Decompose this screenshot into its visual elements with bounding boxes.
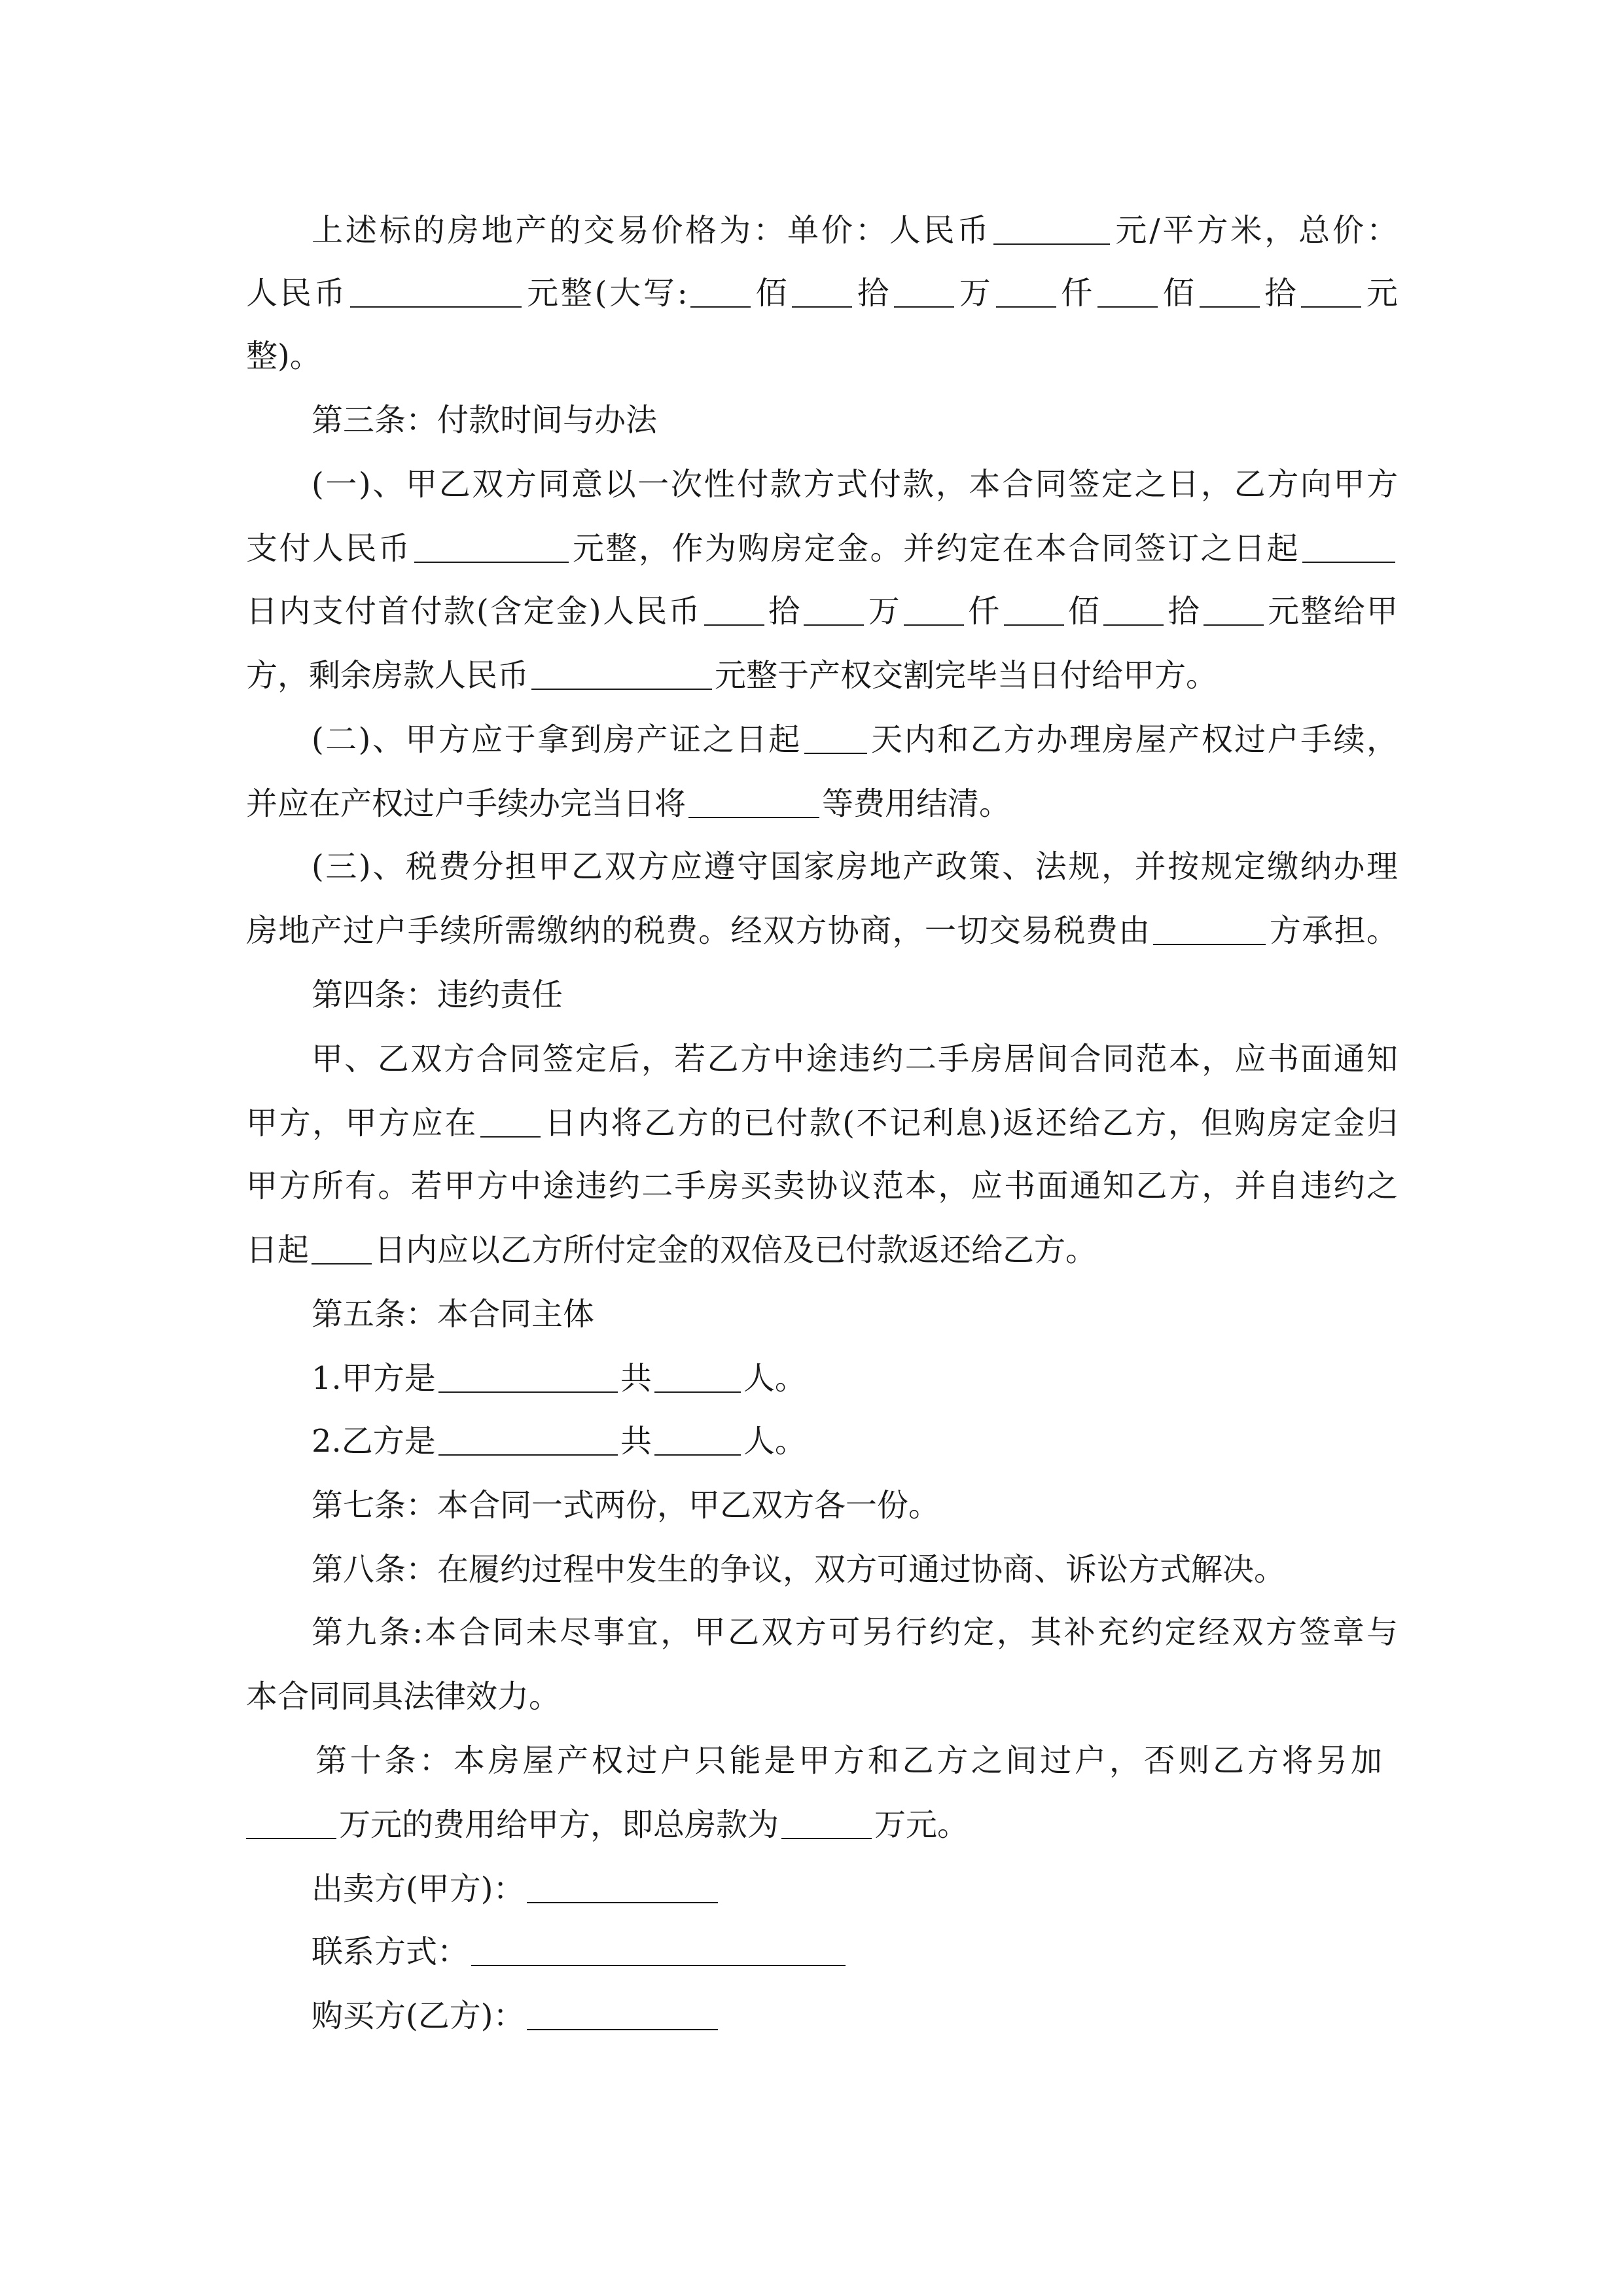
article-10-line-2: 万元的费用给甲方，即总房款为 万元。 [246, 1805, 1398, 1844]
art5-party-b: 2.乙方是 共 人。 [312, 1423, 806, 1460]
article-7: 第七条：本合同一式两份，甲乙双方各一份。 [312, 1487, 940, 1524]
contact-field[interactable] [471, 1933, 846, 1966]
blank-shi-4[interactable] [1103, 593, 1164, 626]
blank-total-amount[interactable] [781, 1806, 872, 1839]
blank-penalty-days[interactable] [312, 1232, 372, 1265]
blank-bai-1[interactable] [690, 275, 751, 308]
article-4-title: 第四条：违约责任 [312, 977, 563, 1013]
blank-qian[interactable] [996, 275, 1056, 308]
blank-shi-2[interactable] [1200, 275, 1260, 308]
article-8: 第八条：在履约过程中发生的争议，双方可通过协商、诉讼方式解决。 [312, 1551, 1286, 1588]
art5-party-a: 1.甲方是 共 人。 [312, 1360, 806, 1397]
blank-days-1[interactable] [1302, 530, 1395, 563]
art3-3-line-2: 房地产过户手续所需缴纳的税费。经双方协商，一切交易税费由 方承担。 [246, 912, 1398, 949]
blank-bai-2[interactable] [1097, 275, 1158, 308]
blank-total-price[interactable] [350, 275, 522, 308]
blank-first-payment[interactable] [1204, 593, 1264, 626]
blank-party-b-count[interactable] [654, 1423, 741, 1456]
article-5-title: 第五条：本合同主体 [312, 1296, 595, 1333]
art3-2-line-2: 并应在产权过户手续办完当日将 等费用结清。 [246, 785, 1011, 822]
blank-refund-days[interactable] [480, 1105, 541, 1138]
art4-line-4: 日起 日内应以乙方所付定金的双倍及已付款返还给乙方。 [246, 1232, 1097, 1268]
article-9-line-2: 本合同同具法律效力。 [246, 1678, 561, 1715]
buyer-signature: 购买方(乙方)： [312, 1996, 1398, 2036]
blank-party-a-count[interactable] [654, 1360, 741, 1393]
seller-signature: 出卖方(甲方)： [312, 1869, 1398, 1909]
blank-qian-2[interactable] [904, 593, 964, 626]
blank-wan[interactable] [894, 275, 954, 308]
blank-wan-2[interactable] [804, 593, 864, 626]
blank-bai-3[interactable] [1004, 593, 1064, 626]
art3-1-line-2: 支付人民币 元整，作为购房定金。并约定在本合同签订之日起 [246, 529, 1398, 568]
blank-tax-party[interactable] [1153, 912, 1266, 945]
art3-1-line-1: (一)、甲乙双方同意以一次性付款方式付款，本合同签定之日，乙方向甲方 [312, 466, 1398, 503]
blank-shi-1[interactable] [792, 275, 852, 308]
contact-info: 联系方式： [312, 1932, 1398, 1971]
article-10-line-1: 第十条：本房屋产权过户只能是甲方和乙方之间过户，否则乙方将另加 [315, 1742, 1382, 1779]
price-line-2: 人民币 元整(大写: 佰 拾 万 仟 佰 拾 元 [246, 275, 1398, 312]
blank-extra-fee[interactable] [246, 1806, 336, 1839]
blank-party-a-name[interactable] [438, 1360, 618, 1393]
blank-remaining[interactable] [531, 657, 712, 690]
art4-line-2: 甲方，甲方应在 日内将乙方的已付款(不记利息)返还给乙方，但购房定金归 [246, 1105, 1398, 1141]
seller-signature-field[interactable] [527, 1871, 718, 1903]
blank-yuan[interactable] [1301, 275, 1361, 308]
art3-3-line-1: (三)、税费分担甲乙双方应遵守国家房地产政策、法规，并按规定缴纳办理 [312, 848, 1398, 885]
price-line-3: 整)。 [246, 338, 321, 374]
blank-shi-3[interactable] [704, 593, 764, 626]
blank-unit-price[interactable] [993, 212, 1110, 245]
art4-line-3: 甲方所有。若甲方中途违约二手房买卖协议范本，应书面通知乙方，并自违约之 [246, 1168, 1398, 1204]
art3-1-line-3: 日内支付首付款(含定金)人民币 拾 万 仟 佰 拾 元整给甲 [246, 593, 1398, 630]
price-line-1: 上述标的房地产的交易价格为：单价：人民币 元/平方米，总价： [312, 212, 1398, 249]
buyer-signature-field[interactable] [527, 1998, 718, 2030]
art3-2-line-1: (二)、甲方应于拿到房产证之日起 天内和乙方办理房屋产权过户手续， [312, 721, 1398, 758]
blank-deposit[interactable] [414, 530, 569, 563]
blank-party-b-name[interactable] [438, 1423, 618, 1456]
art3-1-line-4: 方，剩余房款人民币 元整于产权交割完毕当日付给甲方。 [246, 657, 1218, 694]
blank-transfer-days[interactable] [804, 721, 867, 754]
art4-line-1: 甲、乙双方合同签定后，若乙方中途违约二手房居间合同范本，应书面通知 [312, 1041, 1398, 1077]
article-3-title: 第三条：付款时间与办法 [312, 402, 658, 439]
blank-fees[interactable] [688, 785, 819, 818]
article-9-line-1: 第九条:本合同未尽事宜，甲乙双方可另行约定，其补充约定经双方签章与 [312, 1614, 1398, 1651]
